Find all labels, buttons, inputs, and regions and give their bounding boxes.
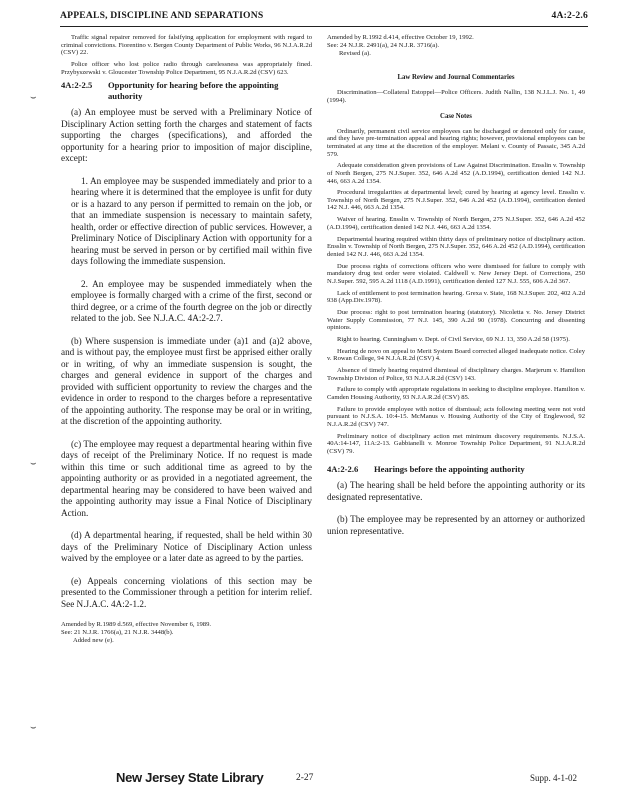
section-title-line2: authority	[108, 90, 143, 101]
paragraph-c: (c) The employee may request a departmental hearing within five days of receipt of the Preliminary Notice. If no request is made within this time or such additional time as agreed to by the appointing authority or as provided in a negotiated agreement, the departmental hearing may be considered to have been waived and the appointing authority may issue a Final Notice of Disciplinary Action.	[61, 438, 312, 518]
paragraph-a: (a) An employee must be served with a Preliminary Notice of Disciplinary Action setting forth the charges and statement of facts supporting the charges (specifications), and afforded the opportunity for a hearing prior to imposition of major discipline, except:	[61, 107, 312, 164]
case-note: Preliminary notice of disciplinary action met minimum discovery requirements. N.J.S.A. 40A:14-147, 11A:2-13. Gabbianelli v. Monroe Township Police Department, 91 N.J.A.R.2d (CSV) 79.	[327, 432, 585, 455]
case-note: Failure to provide employee with notice of dismissal; acts following meeting were not void pursuant to N.J.S.A. 10:4-15. McManus v. Housing Authority of the City of Englewood, 92 N.J.A.R.2d (CSV) 747.	[327, 405, 585, 429]
case-note: Waiver of hearing. Ensslin v. Township of North Bergen, 275 N.J.Super. 352, 646 A.2d 452 (A.D.1994), certification denied 142 N.J. 446, 663 A.2d 1354.	[327, 216, 585, 231]
library-stamp: New Jersey State Library	[116, 770, 264, 785]
amendment-note: See: 21 N.J.R. 1766(a), 21 N.J.R. 3448(b).	[61, 629, 174, 637]
header-rule	[60, 26, 588, 27]
case-notes-heading: Case Notes	[440, 112, 472, 120]
case-note: Ordinarily, permanent civil service employees can be discharged or demoted only for cause, and they have pre-termination appeal and hearing rights; however, provisional employees can be terminated at any time at the discretion of the employer. Melani v. County of Passaic, 345 A.2d 579.	[327, 127, 585, 158]
margin-mark: ⌣	[30, 722, 37, 733]
section-number: 4A:2-2.5	[61, 80, 93, 91]
section-number: 4A:2-2.6	[327, 463, 359, 474]
supplement-date: Supp. 4-1-02	[530, 773, 577, 783]
law-review-text: Discrimination—Collateral Estoppel—Police Officers. Judith Nallin, 138 N.J.L.J. No. 1, 49 (1994).	[327, 89, 585, 105]
amendment-note: Amended by R.1989 d.569, effective November 6, 1989.	[61, 621, 212, 629]
case-note: Police officer who lost police radio through carelessness was appropriately fined. Przybyszewski v. Gloucester Township Police Department, 95 N.J.A.R.2d (CSV) 623.	[61, 60, 312, 76]
header-title: APPEALS, DISCIPLINE AND SEPARATIONS	[60, 10, 264, 21]
section-title: Hearings before the appointing authority	[374, 463, 525, 474]
case-note: Due process rights of corrections officers who were dismissed for failure to comply with mandatory drug test order were violated. Caldwell v. New Jersey Dept. of Corrections, 250 N.J.Super. 592, 595 A.2d 1118 (A.D.1991), certification denied 127 N.J. 555, 606 A.2d 367.	[327, 262, 585, 285]
case-note: Traffic signal repairer removed for falsifying application for employment with regard to criminal convictions. Fiorentino v. Bergen County Department of Public Works, 96 N.J.A.R.2d (CSV) 22.	[61, 34, 312, 57]
paragraph-e: (e) Appeals concerning violations of this section may be presented to the Commissioner through a petition for interim relief. See N.J.A.C. 4A:2-1.2.	[61, 575, 312, 609]
case-note: Procedural irregularities at departmental level; cured by hearing at agency level. Ensslin v. Township of North Bergen, 275 N.J.Super. 352, 646 A.2d 452 (A.D.1994), certification denied 142 N.J. 446, 663 A.2d 1354.	[327, 189, 585, 212]
case-note: Right to hearing. Cunningham v. Dept. of Civil Service, 69 N.J. 13, 350 A.2d 58 (1975).	[337, 335, 570, 343]
case-note: Departmental hearing required within thirty days of preliminary notice of disciplinary action. Ensslin v. Township of North Bergen, 275 N.J.Super. 352, 646 A.2d 452 (A.D.1994), certification denied 142 N.J. 446, 663 A.2d 1354.	[327, 235, 585, 258]
law-review-heading: Law Review and Journal Commentaries	[397, 74, 515, 82]
case-note: Absence of timely hearing required dismissal of disciplinary charges. Marjerum v. Hamilton Township Division of Police, 93 N.J.A.R.2d (CSV) 143.	[327, 367, 585, 382]
amendment-note: Amended by R.1992 d.414, effective October 19, 1992.	[327, 34, 474, 41]
section-title-line1: Opportunity for hearing before the appointing	[108, 80, 279, 91]
section-heading	[61, 80, 312, 101]
right-column	[327, 34, 585, 548]
paragraph-a1: 1. An employee may be suspended immediately and prior to a hearing where it is determined that the employee is unfit for duty or is a hazard to any person if permitted to remain on the job, or that an immediate suspension is necessary to maintain safety, health, order or effective direction of public services. However, a Preliminary Notice of Disciplinary Action with opportunity for a hearing must be served in person or by certified mail within five days following the immediate suspension.	[71, 175, 312, 267]
amendment-note: See: 24 N.J.R. 2491(a), 24 N.J.R. 3716(a).	[327, 41, 440, 49]
running-header	[60, 10, 588, 21]
case-note: Adequate consideration given provisions of Law Against Discrimination. Ensslin v. Township of North Bergen, 275 N.J.Super. 352, 646 A.2d 452 (A.D.1994), certification denied 142 N.J. 446, 663 A.2d 1354.	[327, 162, 585, 185]
section-heading	[327, 464, 585, 475]
case-note: Failure to comply with appropriate regulations in seeking to discipline employee. Hamilton v. Camden Housing Authority, 93 N.J.A.R.2d (CSV) 85.	[327, 386, 585, 402]
amendment-note: Added new (e).	[73, 636, 114, 644]
case-note: Hearing de novo on appeal to Merit System Board corrected alleged inadequate notice. Coley v. Rowan College, 94 N.J.A.R.2d (CSV) 4.	[327, 347, 585, 363]
paragraph-b: (b) The employee may be represented by an attorney or authorized union representative.	[327, 514, 585, 536]
paragraph-a2: 2. An employee may be suspended immediately when the employee is formally charged with a crime of the first, second or third degree, or a crime of the fourth degree on the job or directly related to the job. See N.J.A.C. 4A:2-2.7.	[71, 278, 312, 324]
paragraph-a: (a) The hearing shall be held before the appointing authority or its designated representative.	[327, 480, 585, 502]
case-note: Lack of entitlement to post termination hearing. Grexa v. State, 168 N.J.Super. 202, 402 A.2d 938 (App.Div.1978).	[327, 289, 585, 305]
paragraph-d: (d) A departmental hearing, if requested, shall be held within 30 days of the Preliminary Notice of Disciplinary Action unless waived by the employee or a later date as agreed to by the parties.	[61, 530, 312, 564]
case-note: Due process: right to post termination hearing (statutory). Nicoletta v. No. Jersey District Water Supply Commission, 77 N.J. 145, 390 A.2d 90 (1978). Concurring and dissenting opinions.	[327, 308, 585, 332]
amendment-note: Revised (a).	[339, 49, 371, 57]
paragraph-b: (b) Where suspension is immediate under (a)1 and (a)2 above, and is without pay, the employee must first be apprised either orally or in writing, of why an immediate suspension is sought, the charges and general evidence in support of the charges and provided with sufficient opportunity to review the charges and the evidence in order to respond to the charges before a representative of the appointing authority. The response may be oral or in writing, at the discretion of the appointing authority.	[61, 335, 312, 427]
header-section: 4A:2-2.6	[551, 10, 588, 21]
left-column	[61, 34, 312, 645]
margin-mark: ⌣	[30, 458, 37, 469]
margin-mark: ⌣	[30, 92, 37, 103]
case-notes-list	[327, 128, 585, 456]
page-number: 2-27	[296, 773, 314, 783]
